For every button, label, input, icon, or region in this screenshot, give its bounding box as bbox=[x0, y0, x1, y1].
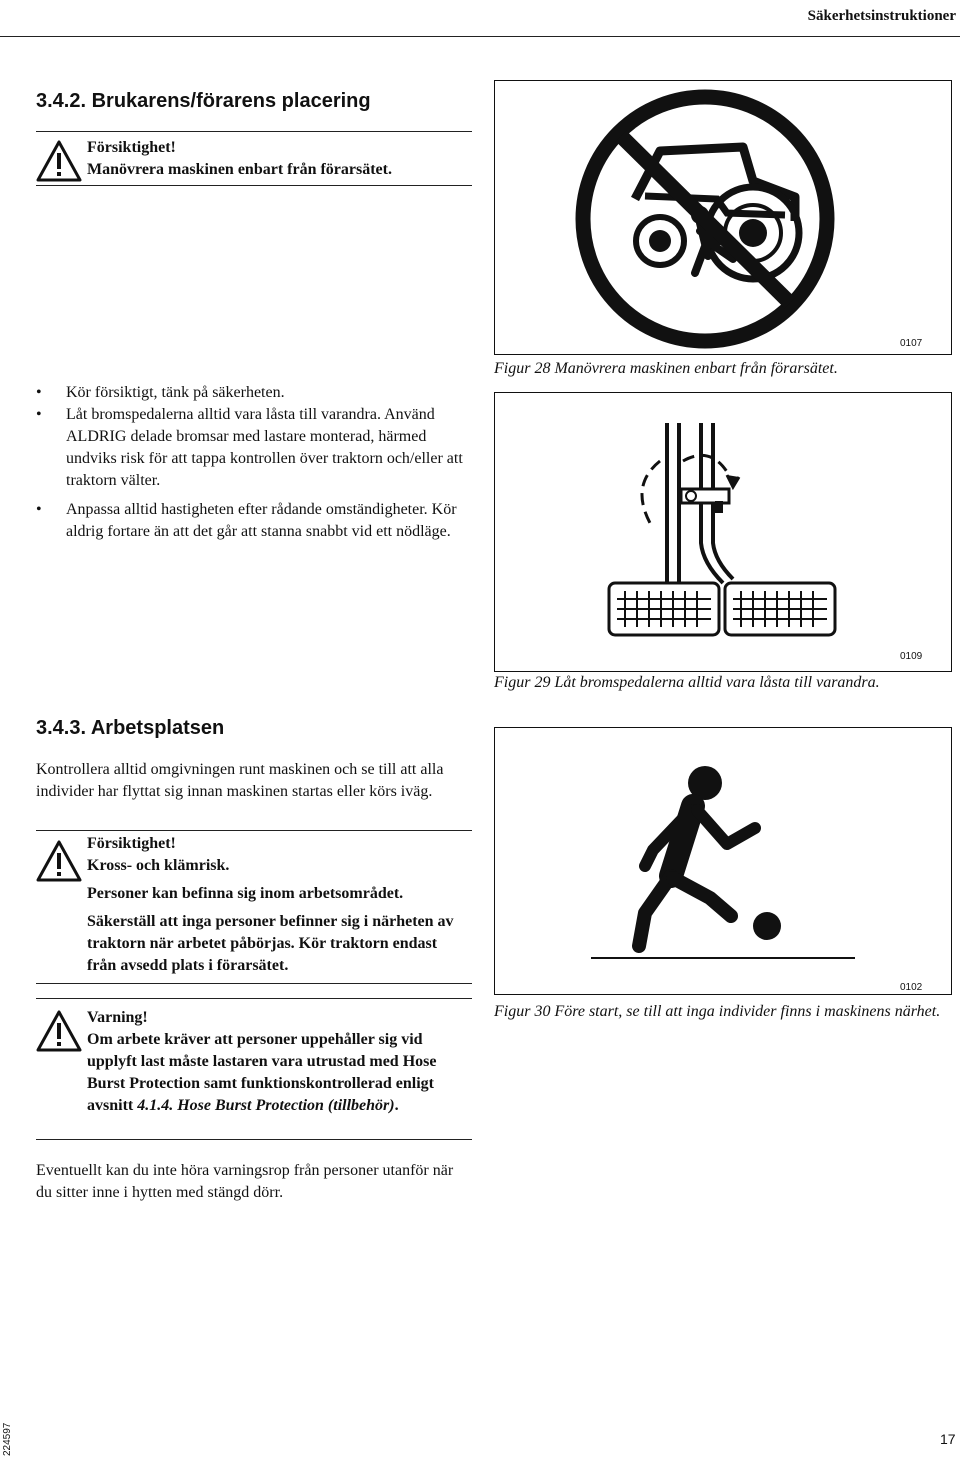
no-riders-tractor-icon bbox=[495, 81, 950, 353]
document-code: 224597 bbox=[2, 1422, 13, 1456]
caution-box-1 bbox=[87, 137, 477, 181]
caution-line: Personer kan befinna sig inom arbetsområdet. bbox=[87, 885, 404, 902]
warning-top-rule bbox=[36, 998, 472, 999]
warning-label: Varning! bbox=[87, 1009, 148, 1026]
figure-29-code: 0109 bbox=[900, 651, 923, 662]
section-heading-342: 3.4.2. Brukarens/förarens placering bbox=[36, 90, 371, 112]
figure-28-caption: Figur 28 Manövrera maskinen enbart från förarsätet. bbox=[494, 360, 838, 377]
caution-bottom-rule bbox=[36, 185, 472, 186]
caution-box-2 bbox=[87, 833, 467, 977]
person-kicking-ball-icon bbox=[495, 728, 950, 993]
warning-bottom-rule bbox=[36, 1139, 472, 1140]
locked-brake-pedals-icon bbox=[495, 393, 950, 653]
warning-box bbox=[87, 1007, 462, 1117]
warning-triangle-icon bbox=[36, 840, 82, 882]
figure-28-frame bbox=[494, 80, 952, 355]
list-item: • Anpassa alltid hastigheten efter rådande omständigheter. Kör aldrig fortare än att det går att stanna snabbt vid ett nödläge. bbox=[36, 499, 476, 543]
list-item: • Låt bromspedalerna alltid vara låsta till varandra. Använd ALDRIG delade bromsar med lastare monterad, härmed undviks risk för att tappa kontrollen över traktorn och/eller att traktorn välter. bbox=[36, 404, 476, 492]
warning-triangle-icon bbox=[36, 140, 82, 182]
page-header-title: Säkerhetsinstruktioner bbox=[807, 8, 956, 24]
section-heading-343: 3.4.3. Arbetsplatsen bbox=[36, 717, 225, 739]
bullet-list bbox=[36, 382, 476, 543]
caution-line: Kross- och klämrisk. bbox=[87, 857, 230, 874]
closing-paragraph: Eventuellt kan du inte höra varningsrop från personer utanför när du sitter inne i hytten med stängd dörr. bbox=[36, 1162, 454, 1201]
warning-section-ref: 4.1.4. Hose Burst Protection (tillbehör) bbox=[137, 1097, 395, 1114]
figure-30-caption: Figur 30 Före start, se till att inga individer finns i maskinens närhet. bbox=[494, 1003, 941, 1020]
warning-text-main: Om arbete kräver att personer uppehåller sig vid upplyft last måste lastaren vara utrustad med Hose Burst Protection samt funktionskontrollerad enligt avsnitt bbox=[87, 1031, 437, 1114]
figure-29-frame bbox=[494, 392, 952, 672]
header-rule bbox=[0, 36, 960, 37]
caution-label: Försiktighet! bbox=[87, 835, 176, 852]
figure-28-code: 0107 bbox=[900, 338, 923, 349]
caution-top-rule bbox=[36, 830, 472, 831]
caution-top-rule bbox=[36, 131, 472, 132]
intro-paragraph: Kontrollera alltid omgivningen runt maskinen och se till att alla individer har flyttat sig innan maskinen startas eller körs iväg. bbox=[36, 761, 444, 800]
list-item: • Kör försiktigt, tänk på säkerheten. bbox=[36, 382, 476, 404]
caution-line: Säkerställ att inga personer befinner sig i närheten av traktorn när arbetet påbörjas. Kör traktorn endast från avsedd plats i förarsätet. bbox=[87, 913, 454, 974]
caution-label: Försiktighet! bbox=[87, 139, 176, 156]
warning-text-end: . bbox=[394, 1097, 399, 1114]
figure-30-code: 0102 bbox=[900, 982, 923, 993]
figure-30-frame bbox=[494, 727, 952, 995]
caution-bottom-rule bbox=[36, 983, 472, 984]
caution-text: Manövrera maskinen enbart från förarsätet. bbox=[87, 161, 392, 178]
warning-text bbox=[87, 1029, 462, 1117]
page-number: 17 bbox=[940, 1431, 956, 1447]
figure-29-caption: Figur 29 Låt bromspedalerna alltid vara låsta till varandra. bbox=[494, 674, 880, 691]
warning-triangle-icon bbox=[36, 1010, 82, 1052]
